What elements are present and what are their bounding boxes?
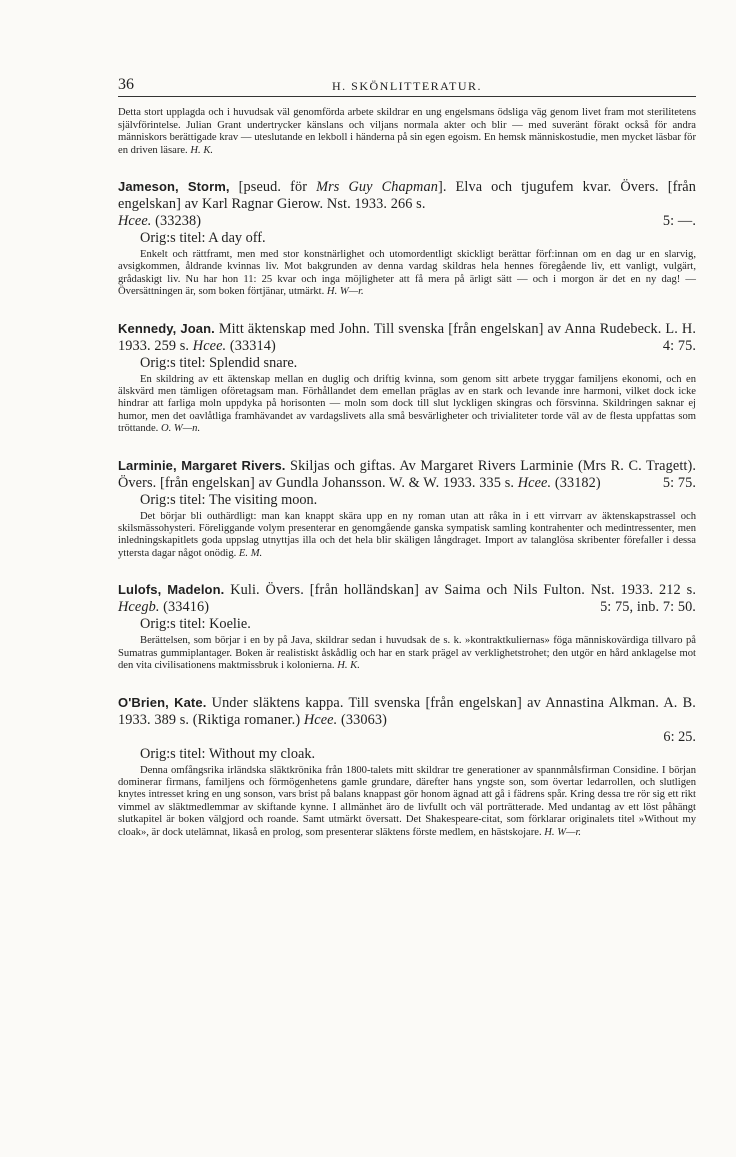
catalog-number: (33182) — [551, 474, 601, 491]
original-title: Orig:s titel: Koelie. — [140, 616, 251, 633]
citation — [118, 581, 696, 616]
review — [118, 511, 696, 561]
catalog-number: (33314) — [226, 337, 276, 354]
citation-text: Skiljas och giftas. Av Margaret Rivers Larminie (Mrs R. C. Tragett). Övers. [från engelskan] av Gundla Johansson. W. & W. 1933. 335 s. — [118, 457, 696, 491]
original-title: Orig:s titel: A day off. — [140, 230, 266, 246]
review-text: Denna omfångsrika irländska släktkrönika från 1800-talets mitt skildrar tre generationer av spannmålsfirman Considine. I början dominerar firmans, familjens och förmögenhetens gamle grundare, därefter hans yngste son, som övertar ledarrollen, och slutligen knytes intresset kring en ung sonson, vars brist på balans knappast gör honom ägnad att gå i fädrens spår. Kring dessa tre rör sig ett rikt vimmel av släktmedlemmar av skiftande kynne. I allmänhet äro de livfullt och väl porträtterade. Med undantag av ett löst påhängt slutkapitel är boken välgjord och roande. Samt utmärkt översatt. Det Shakespeare-citat, som förklarar originalets titel »Without my cloak», är dock utelämnat, likaså en prolog, som presenterar släktens förste medlem, en hästskojare. — [118, 764, 696, 838]
shelf-mark: Hcee. — [192, 337, 227, 354]
pseudonym-name: Mrs Guy Chapman — [316, 179, 438, 195]
entry-larminie — [118, 457, 696, 561]
shelf-mark: Hcee. — [118, 213, 152, 229]
citation — [118, 320, 696, 355]
price: 5: 75, inb. 7: 50. — [600, 599, 696, 616]
page-number: 36 — [118, 76, 134, 93]
review-text: Berättelsen, som börjar i en by på Java, skildrar sedan i huvudsak de s. k. »kontraktkuliernas» föga människovärdiga tillvaro på Sumatras gummiplantager. Boken är realistiskt åskådlig och har en stark prägel av verklighetstrohet; den utgör en hård anklagelse mot den vita civilisationens maktmissbruk i kolonierna. — [118, 635, 696, 672]
entry-lulofs — [118, 581, 696, 672]
author-name: Jameson, Storm, — [118, 179, 230, 194]
citation-text: ]. Elva och tjugufem kvar. Övers. [från engelskan] av Karl Ragnar Gierow. Nst. 1933. 266 s. — [118, 179, 696, 212]
running-head: H. SKÖNLITTERATUR. — [332, 79, 482, 93]
review — [118, 374, 696, 436]
shelf-mark: Hcegb. — [118, 599, 160, 616]
review-text: Det börjar bli outhärdligt: man kan knappt skära upp en ny roman utan att råka in i ett virrvarr av äktenskapstrassel och skilsmässohysteri. Föreliggande volym presenterar en genomgående ganska sympatisk samling kontrahenter och medintressenter, men inledningskapitlets goda uppslag utnyttjas illa och det hela blir skäligen långdraget. Import av talanglösa skribenter förefaller i dessa yttersta dagar något onödig. — [118, 510, 696, 559]
catalog-number: (33238) — [151, 213, 202, 229]
price: 4: 75. — [662, 337, 696, 354]
catalog-number: (33063) — [337, 711, 387, 728]
citation-text: Kuli. Övers. [från holländskan] av Saima och Nils Fulton. Nst. 1933. 212 s. — [224, 582, 696, 599]
reviewer-signature: O. W—n. — [160, 423, 201, 435]
shelf-mark: Hcee. — [303, 711, 338, 728]
citation-text: Under släktens kappa. Till svenska [från engelskan] av Annastina Alkman. A. B. 1933. 389 s. (Riktiga romaner.) — [118, 694, 696, 728]
reviewer-signature: H. W—r. — [326, 286, 364, 298]
citation — [118, 457, 696, 492]
price: 5: 75. — [662, 474, 696, 491]
price: 6: 25. — [663, 728, 696, 745]
review — [118, 765, 696, 839]
shelf-mark: Hcee. — [517, 474, 552, 491]
citation-text: [pseud. för — [229, 179, 317, 195]
entry-obrien — [118, 694, 696, 839]
author-name: Larminie, Margaret Rivers. — [118, 457, 286, 473]
review — [118, 635, 696, 672]
reviewer-signature: H. K. — [190, 144, 214, 156]
entry-kennedy — [118, 320, 696, 436]
continued-review — [118, 107, 696, 157]
author-name: Kennedy, Joan. — [118, 320, 215, 336]
price: 5: —. — [662, 213, 696, 229]
original-title: Orig:s titel: Without my cloak. — [140, 745, 316, 762]
shelf-price-line — [118, 213, 696, 230]
reviewer-signature: H. W—r. — [544, 826, 582, 838]
review-text: Detta stort upplagda och i huvudsak väl genomförda arbete skildrar en ung engelsmans ödsliga väg genom livet fram mot sterilitetens självförintelse. Julian Grant undertrycker känslans och viljans normala akter och blir — med suveränt förakt också för andra människors berättigade krav — uteslutande en lekboll i händerna på sin egen egoism. En hemsk människostudie, men mycket läsbar för en driven läsare. — [118, 107, 696, 156]
reviewer-signature: E. M. — [238, 547, 263, 559]
review-text: Enkelt och rättframt, men med stor konstnärlighet och utomordentligt skickligt berättar förf:innan om en dag ur en slarvig, avsigkommen, åldrande kvinnas liv. Mot bakgrunden av denna vardag skildras hela hennes föregående liv, ett vanligt, vulgärt, grådaskigt liv. Nu har hon 11: 25 kvar och inga möjligheter att få mera på ärligt sätt — och i morgon är det en ny dag! — Översättningen är, som boken förtjänar, utmärkt. — [118, 249, 696, 298]
author-name: O'Brien, Kate. — [118, 694, 207, 710]
original-title: Orig:s titel: The visiting moon. — [140, 491, 318, 508]
original-title: Orig:s titel: Splendid snare. — [140, 354, 298, 371]
catalog-number: (33416) — [159, 599, 210, 616]
page-header — [118, 76, 696, 97]
reviewer-signature: H. K. — [337, 660, 360, 672]
citation — [118, 694, 696, 729]
citation-text: Mitt äktenskap med John. Till svenska [från engelskan] av Anna Rudebeck. L. H. 1933. 259 s. — [118, 320, 697, 354]
author-name: Lulofs, Madelon. — [118, 582, 225, 598]
review — [118, 249, 696, 299]
review-text: En skildring av ett äktenskap mellan en duglig och driftig kvinna, som genom sitt arbete tryggar familjens ekonomi, och en älskvärd men tämligen oföretagsam man. Förhållandet dem emellan präglas av en stark och levande inre harmoni, vilket dock icke hindrar att farliga moln uppdyka på horisonten — moln som dock till slut lyckligen skingras och försvinna. Skildringen saknar ej humor, men det oavlåtliga framhävandet av vardagslivets alla små besvärligheter och trivialiteter torde väl av de flesta uppfattas som tröttande. — [118, 373, 696, 435]
citation — [118, 178, 696, 213]
book-review-page — [118, 76, 696, 860]
entry-jameson — [118, 178, 696, 299]
